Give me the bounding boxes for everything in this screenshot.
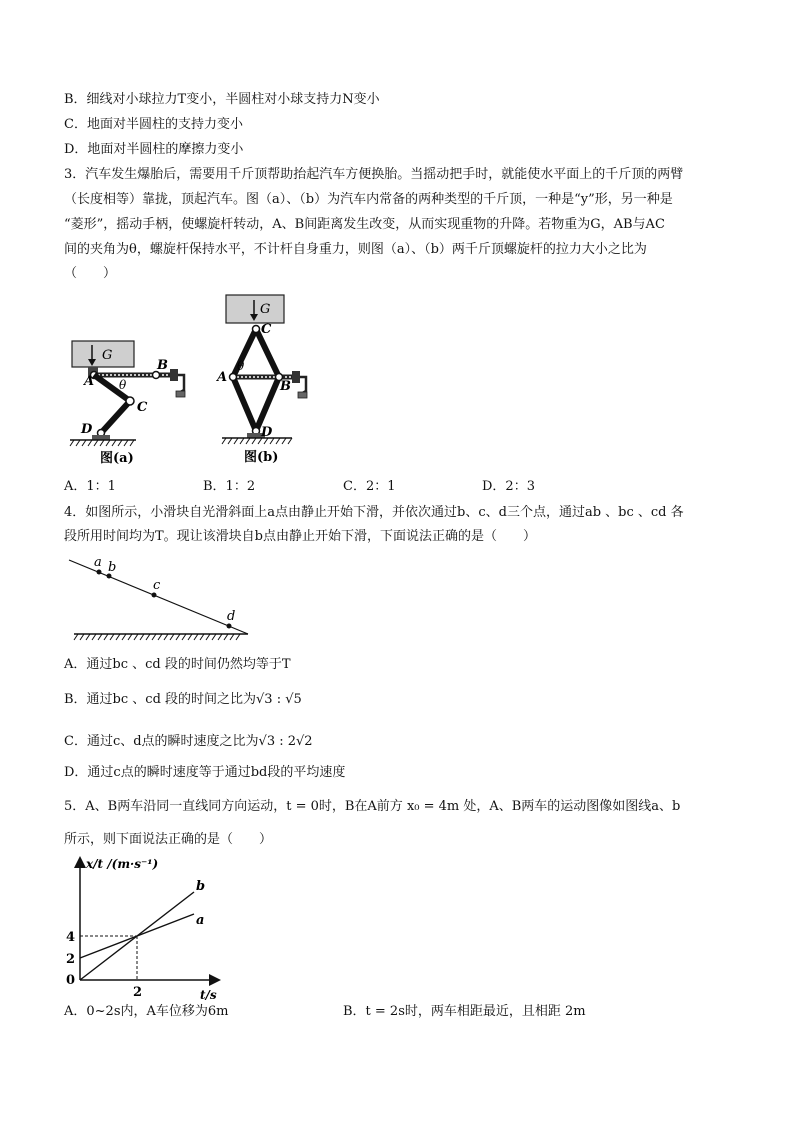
q2-option-d: D．地面对半圆柱的摩擦力变小 [64,142,244,157]
series-label-a: a [196,913,205,928]
label-D: D [81,422,93,437]
y-tick-4: 4 [66,930,76,945]
label-C: C [137,400,148,415]
q3-option-c: C．2：1 [343,479,396,494]
q3-option-a: A．1：1 [64,479,116,494]
label-G: G [260,302,271,317]
x-tick-2: 2 [133,985,143,1000]
q5-line-1: 5．A、B两车沿同一直线同方向运动，t = 0时，B在A前方 x₀ = 4m 处，A、B两车的运动图像如图线a、b [64,799,681,814]
series-label-b: b [196,879,206,894]
q3-line-1: 3．汽车发生爆胎后，需要用千斤顶帮助抬起汽车方便换胎。当摇动把手时，就能使水平面上的千斤顶的两臂 [64,167,684,182]
q2-option-c: C．地面对半圆柱的支持力变小 [64,117,243,132]
label-theta: θ [237,359,245,373]
label-C: C [261,322,272,337]
y-axis-label: x/t /(m·s⁻¹) [86,857,159,871]
q3-line-3: “菱形”，摇动手柄，使螺旋杆转动，A、B间距离发生改变，从而实现重物的升降。若物重为G，AB与AC [64,217,665,232]
q5-option-b: B．t = 2s时，两车相距最近，且相距 2m [343,1004,586,1019]
point-a-label: a [94,555,102,570]
y-tick-0: 0 [66,973,76,988]
q4-option-d: D．通过c点的瞬时速度等于通过bd段的平均速度 [64,765,346,780]
label-A: A [217,370,228,385]
point-a [97,570,102,575]
label-D: D [261,425,273,440]
label-B: B [280,379,291,394]
q3-line-4: 间的夹角为θ，螺旋杆保持水平，不计杆自身重力，则图（a）、（b）两千斤顶螺旋杆的拉力大小之比为 [64,242,647,257]
q4-option-a: A．通过bc 、cd 段的时间仍然均等于T [64,657,291,672]
point-c [152,593,157,598]
q3-option-d: D．2：3 [482,479,535,494]
label-G: G [102,348,113,363]
fig-a-caption: 图(a) [100,451,134,465]
q3-option-b: B．1：2 [203,479,256,494]
y-tick-2: 2 [66,952,76,967]
q3-line-2: （长度相等）靠拢，顶起汽车。图（a）、（b）为汽车内常备的两种类型的千斤顶，一种是“y”形，另一种是 [64,192,673,207]
q3-line-5: （ ） [64,266,117,281]
jack-figure-b [214,291,324,465]
label-B: B [157,358,168,373]
point-d-label: d [227,609,236,624]
fig-b-caption: 图(b) [244,450,279,465]
x-axis-label: t/s [200,988,217,1002]
q4-option-b: B．通过bc 、cd 段的时间之比为√3 : √5 [64,692,302,707]
point-d [227,624,232,629]
point-b-label: b [108,560,117,575]
label-A: A [84,374,95,389]
jack-figure-a [64,335,204,465]
q2-option-b: B．细线对小球拉力T变小，半圆柱对小球支持力N变小 [64,92,380,107]
q4-line-2: 段所用时间均为T。现让该滑块自b点由静止开始下滑，下面说法正确的是（ ） [64,529,536,544]
label-theta: θ [119,378,127,392]
q5-chart [60,853,225,1003]
q4-line-1: 4．如图所示，小滑块自光滑斜面上a点由静止开始下滑，并依次通过b、c、d三个点，通过ab 、bc 、cd 各 [64,505,684,520]
point-c-label: c [153,578,161,593]
q5-line-2: 所示，则下面说法正确的是（ ） [64,832,273,847]
q5-option-a: A．0~2s内，A车位移为6m [64,1004,229,1019]
incline-figure [64,552,254,647]
q4-option-c: C．通过c、d点的瞬时速度之比为√3 : 2√2 [64,734,313,749]
